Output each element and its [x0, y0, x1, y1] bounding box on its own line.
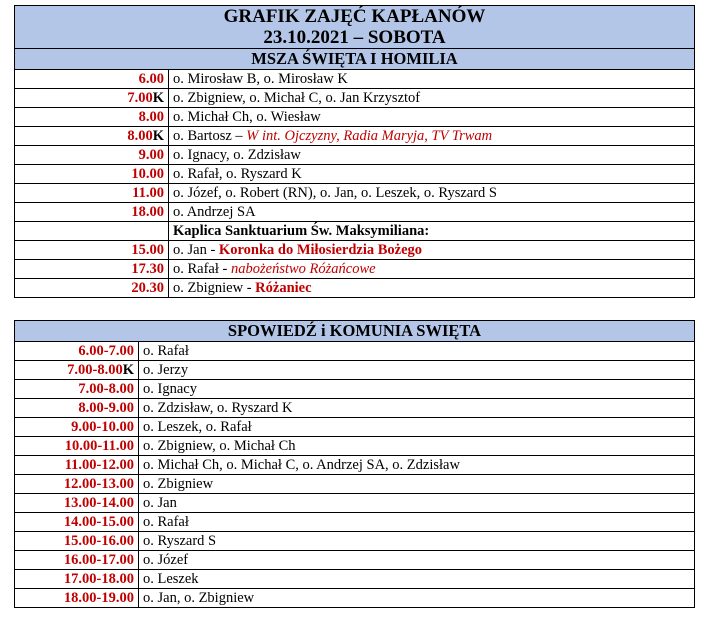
mass-section-header	[15, 49, 695, 70]
confession-time-cell	[15, 418, 139, 437]
confession-priests: o. Jerzy	[139, 361, 695, 380]
table-row	[15, 513, 695, 532]
table-row	[15, 551, 695, 570]
table-row	[15, 380, 695, 399]
confession-priests: o. Rafał	[139, 513, 695, 532]
confession-k-marker: K	[122, 362, 134, 378]
document-title: GRAFIK ZAJĘĆ KAPŁANÓW	[15, 6, 695, 28]
confession-priests: o. Michał Ch, o. Michał C, o. Andrzej SA, o. Zdzisław	[139, 456, 695, 475]
mass-priests: o. Michał Ch, o. Wiesław	[173, 109, 321, 125]
confession-time-cell	[15, 570, 139, 589]
chapel-priests-cell	[169, 241, 695, 260]
confession-priests: o. Józef	[139, 551, 695, 570]
mass-priests: o. Ignacy, o. Zdzisław	[173, 147, 301, 163]
mass-time: 6.00	[138, 71, 164, 87]
mass-priests: o. Rafał, o. Ryszard K	[173, 166, 302, 182]
mass-section-title: MSZA ŚWIĘTA I HOMILIA	[15, 49, 695, 70]
mass-time: 11.00	[132, 185, 164, 201]
confession-time: 16.00-17.00	[63, 552, 134, 568]
confession-time-cell	[15, 399, 139, 418]
confession-time: 8.00-9.00	[78, 400, 134, 416]
table-row	[15, 70, 695, 89]
confession-time: 17.00-18.00	[63, 571, 134, 587]
table-row	[15, 494, 695, 513]
mass-k-marker: K	[152, 128, 164, 144]
table-row	[15, 108, 695, 127]
confession-time-cell	[15, 361, 139, 380]
document-date: 23.10.2021 – SOBOTA	[15, 27, 695, 49]
confession-priests: o. Ignacy	[139, 380, 695, 399]
mass-time: 8.00	[138, 109, 164, 125]
confession-time: 7.00-8.00	[67, 362, 123, 378]
mass-time-cell	[15, 146, 169, 165]
table-row	[15, 89, 695, 108]
confession-priests: o. Leszek	[139, 570, 695, 589]
confession-time-cell	[15, 589, 139, 608]
table-row	[15, 570, 695, 589]
chapel-heading-row	[15, 222, 695, 241]
chapel-priests: o. Jan -	[173, 242, 219, 258]
confession-time: 10.00-11.00	[64, 438, 134, 454]
confession-time: 13.00-14.00	[63, 495, 134, 511]
mass-priests-cell	[169, 70, 695, 89]
table-row	[15, 361, 695, 380]
mass-time: 8.00	[127, 128, 153, 144]
chapel-service: Różaniec	[255, 280, 312, 296]
chapel-priests-cell	[169, 279, 695, 298]
mass-time-cell	[15, 70, 169, 89]
chapel-heading-spacer	[15, 222, 169, 241]
mass-time-cell	[15, 165, 169, 184]
mass-priests-cell	[169, 108, 695, 127]
mass-time-cell	[15, 184, 169, 203]
chapel-heading: Kaplica Sanktuarium Św. Maksymiliana:	[169, 222, 695, 241]
confession-priests: o. Rafał	[139, 342, 695, 361]
confession-time-cell	[15, 551, 139, 570]
confession-time: 15.00-16.00	[63, 533, 134, 549]
confession-time: 7.00-8.00	[78, 381, 134, 397]
mass-priests: o. Józef, o. Robert (RN), o. Jan, o. Leszek, o. Ryszard S	[173, 185, 497, 201]
confession-time-cell	[15, 475, 139, 494]
mass-table	[14, 5, 695, 298]
mass-priests-cell	[169, 184, 695, 203]
mass-time: 10.00	[131, 166, 164, 182]
confession-time-cell	[15, 437, 139, 456]
confession-time: 6.00-7.00	[78, 343, 134, 359]
confession-time-cell	[15, 513, 139, 532]
table-row	[15, 165, 695, 184]
confession-time-cell	[15, 342, 139, 361]
confession-time: 12.00-13.00	[63, 476, 134, 492]
table-row	[15, 127, 695, 146]
chapel-service: nabożeństwo Różańcowe	[230, 261, 376, 277]
table-row	[15, 203, 695, 222]
title-row	[15, 6, 695, 28]
confession-priests: o. Zbigniew	[139, 475, 695, 494]
confession-time-cell	[15, 380, 139, 399]
mass-priests-cell	[169, 127, 695, 146]
mass-priests: o. Andrzej SA	[173, 204, 256, 220]
mass-time-cell	[15, 89, 169, 108]
confession-time: 14.00-15.00	[63, 514, 134, 530]
mass-time: 18.00	[131, 204, 164, 220]
mass-time: 7.00	[127, 90, 153, 106]
table-row	[15, 279, 695, 298]
mass-time-cell	[15, 203, 169, 222]
chapel-time: 20.30	[15, 279, 169, 298]
chapel-time: 15.00	[15, 241, 169, 260]
mass-priests-cell	[169, 203, 695, 222]
table-row	[15, 146, 695, 165]
chapel-priests-cell	[169, 260, 695, 279]
confession-priests: o. Zdzisław, o. Ryszard K	[139, 399, 695, 418]
confession-time: 18.00-19.00	[63, 590, 134, 606]
mass-intention: W int. Ojczyzny, Radia Maryja, TV Trwam	[246, 128, 493, 144]
mass-time-cell	[15, 127, 169, 146]
table-row	[15, 418, 695, 437]
mass-time-cell	[15, 108, 169, 127]
chapel-time: 17.30	[15, 260, 169, 279]
mass-time: 9.00	[138, 147, 164, 163]
chapel-service: Koronka do Miłosierdzia Bożego	[218, 242, 423, 258]
confession-time-cell	[15, 532, 139, 551]
table-row	[15, 589, 695, 608]
table-row	[15, 184, 695, 203]
table-row	[15, 342, 695, 361]
mass-priests-cell	[169, 89, 695, 108]
confession-priests: o. Zbigniew, o. Michał Ch	[139, 437, 695, 456]
chapel-priests: o. Rafał -	[173, 261, 231, 277]
mass-priests-cell	[169, 165, 695, 184]
table-row	[15, 399, 695, 418]
mass-priests-cell	[169, 146, 695, 165]
confession-priests: o. Jan	[139, 494, 695, 513]
confession-time-cell	[15, 494, 139, 513]
table-row	[15, 532, 695, 551]
date-row	[15, 27, 695, 49]
mass-k-marker: K	[152, 90, 164, 106]
confession-priests: o. Leszek, o. Rafał	[139, 418, 695, 437]
mass-priests: o. Zbigniew, o. Michał C, o. Jan Krzysztof	[173, 90, 421, 106]
confession-table	[14, 320, 695, 608]
table-row	[15, 437, 695, 456]
confession-time-cell	[15, 456, 139, 475]
confession-section-title: SPOWIEDŹ i KOMUNIA SWIĘTA	[15, 321, 695, 342]
confession-time: 9.00-10.00	[71, 419, 134, 435]
chapel-priests: o. Zbigniew -	[173, 280, 256, 296]
confession-priests: o. Jan, o. Zbigniew	[139, 589, 695, 608]
table-row	[15, 456, 695, 475]
confession-section-header	[15, 321, 695, 342]
table-row	[15, 241, 695, 260]
mass-priests: o. Bartosz –	[173, 128, 247, 144]
confession-time: 11.00-12.00	[64, 457, 134, 473]
table-row	[15, 475, 695, 494]
table-row	[15, 260, 695, 279]
mass-priests: o. Mirosław B, o. Mirosław K	[173, 71, 348, 87]
confession-priests: o. Ryszard S	[139, 532, 695, 551]
